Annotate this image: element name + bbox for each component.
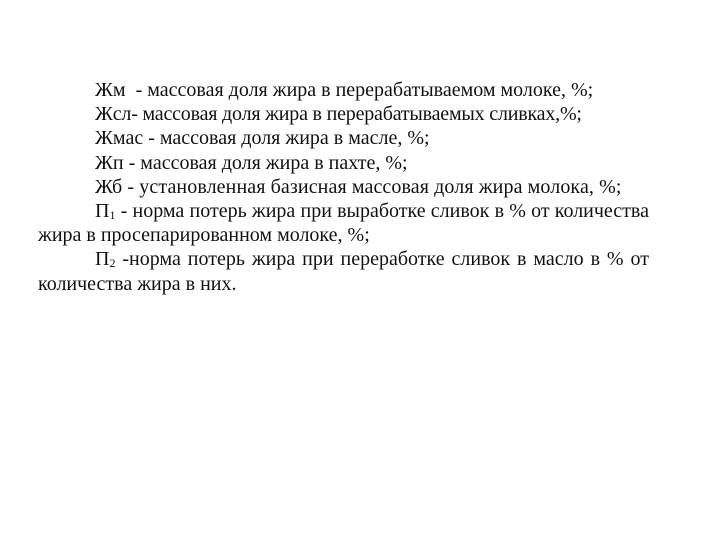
definition-p2 (38, 247, 649, 295)
definition-zhsl (38, 102, 649, 126)
definition-separator: - (115, 248, 130, 271)
definitions-list (38, 78, 649, 296)
definition-text: массовая доля жира в перерабатываемых сливках,%; (142, 103, 582, 126)
definition-term-subscript: 2 (109, 256, 116, 271)
definition-zhp (38, 151, 649, 175)
definition-separator: - (123, 151, 141, 174)
definition-term: Жсл (95, 103, 132, 126)
definition-text: массовая доля жира в масле, %; (159, 127, 430, 150)
definition-text: установленная базисная массовая доля жира молока, %; (139, 175, 622, 198)
definition-separator: - (131, 103, 143, 126)
definition-term: Жмас (95, 127, 144, 150)
definition-term: Жп (95, 151, 124, 174)
definition-separator: - (115, 200, 133, 223)
definition-separator: - (122, 175, 140, 198)
definition-text: норма потерь жира при выработке сливок в % от количества жира в просепарированном молоке, %; (38, 200, 649, 247)
definition-term-subscript: 1 (109, 208, 116, 223)
definition-term: П (95, 200, 110, 223)
definition-zhm (38, 78, 649, 102)
definition-p1 (38, 199, 649, 247)
definition-text: массовая доля жира в перерабатываемом молоке, %; (147, 79, 594, 101)
definition-term: П (95, 248, 110, 271)
definition-zhb (38, 175, 649, 199)
definition-zhmas (38, 126, 649, 150)
definition-separator: - (143, 127, 160, 150)
definition-text: норма потерь жира при переработке сливок в масло в % от количества жира в них. (38, 248, 649, 295)
definition-term: Жм (95, 79, 126, 101)
definition-text: массовая доля жира в пахте, %; (140, 151, 408, 174)
definition-separator: - (125, 79, 148, 101)
definition-term: Жб (95, 175, 123, 198)
